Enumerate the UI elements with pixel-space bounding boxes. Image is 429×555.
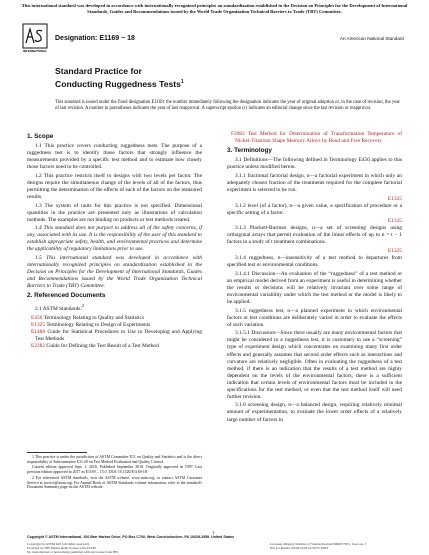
para-3-1-4: 3.1.4 ruggedness, n—insensitivity of a test method to departures from specified test or environmental conditions. bbox=[227, 255, 402, 269]
para-1-3: 1.3 The system of units for this practice is not specified. Dimensional quantities in the practice are presented only as illustrations of calculation methods. The examples are not binding on products or test methods treated. bbox=[27, 202, 202, 223]
footnote: Current edition approved Sept. 1, 2018. Published September 2018. Originally approved in 1987. Last previous edition approved in 2017 as E1169 – 17ε1. DOI: 10.1520/E1169-18. bbox=[27, 465, 202, 475]
preamble: This standard is issued under the fixed designation E1169; the number immediately following the designation indicates the year of original adoption or, in the case of revision, the year of last revision. A number in parentheses indicates the year of last reapproval. A superscript epsilon (ε) indicates an editorial change since the last revision or reapproval. bbox=[55, 100, 400, 111]
copyright: Copyright © ASTM International, 100 Barr Harbor Drive, PO Box C700, West Conshohocken, PA 19428-2959. United States bbox=[27, 535, 235, 539]
page-number: 1 bbox=[212, 530, 215, 535]
para-3-1-6: 3.1.6 screening design, n—a balanced design, requiring relatively minimal amount of experimentation, to evaluate the lower order effects of a relatively large number of factors in bbox=[227, 402, 402, 423]
footnotes bbox=[27, 455, 202, 491]
footnote: 1 This practice is under the jurisdiction of ASTM Committee E11 on Quality and Statistics and is the direct responsibility of Subcommittee E11.20 on Test Method Evaluation and Quality Control. bbox=[27, 455, 202, 464]
ref-item[interactable]: F2082 Test Method for Determination of Transformation Temperature of Nickel-Titanium Shape Memory Alloys by Bend and Free Recovery bbox=[231, 131, 402, 145]
para-1-5: 1.5 This international standard was developed in accordance with internationally recognized principles on standardization established in the Decision on Principles for the Development of International Standards, Guides and Recommendations issued by the World Trade Organization Technical Barriers to Trade (TBT) Committee. bbox=[27, 255, 202, 290]
para-3-1-5-1: 3.1.5.1 Discussion—Since there usually are many environmental factors that might be considered in a ruggedness test, it is customary to use a “screening” type of experiment design which concentrates on examining many first order effects and generally assumes that second order effects such as interactions and curvature are relatively negligible. Often in evaluating the ruggedness of a test method, if there is an indication that the results of a test method are highly dependent on the levels of the environmental factors, there is a sufficient indication that certain levels of environmental factors must be included in the specifications for the test method, or even that the test method itself will need further revision. bbox=[227, 330, 402, 400]
ref-intro: 2.1 ASTM Standards:$^2$ bbox=[35, 303, 85, 313]
footnote: 2 For referenced ASTM standards, visit the ASTM website, www.astm.org, or contact ASTM Customer Service at service@astm.org. For Annual Book of ASTM Standards volume information, refer to the standard's Document Summary page on the ASTM website. bbox=[27, 475, 202, 490]
wto-notice: This international standard was developed in accordance with internationally recognized principles on standardization established in the Decision on Principles for the Development of International Standards, Guides and Recommendations issued by the World Trade Organization Technical Barriers to Trade (TBT) Committee. bbox=[21, 3, 408, 14]
section-scope-heading: 1. Scope bbox=[27, 133, 54, 140]
ref-item[interactable]: E456 Terminology Relating to Quality and Statistics bbox=[31, 314, 145, 321]
license-right: Licensee=Display Institute of Standardisation/5966677001, User=us, J Not for Resale, 09/26/2018 12:50:55 MDT bbox=[270, 542, 367, 550]
para-3-1: 3.1 Definitions—The following defined in Terminology E456 applies to this practice unless modified herein. bbox=[227, 157, 402, 171]
para-1-2: 1.2 This practice restricts itself to designs with two levels per factor. The designs require the simultaneous change of the levels of all of the factors, thus permitting the determination of the effects of each of the factors on the measured results. bbox=[27, 172, 202, 200]
section-refs-heading: 2. Referenced Documents bbox=[27, 292, 106, 300]
page-title bbox=[55, 66, 184, 90]
e1325-link[interactable]: E1325 bbox=[387, 218, 402, 225]
right-column bbox=[227, 131, 402, 425]
license-left: Copyright by ASTM Int'l (all rights reserved); Provided by IHS Markit under license with ASTM No reproduction or networking permitted without license from IHS bbox=[27, 542, 119, 554]
para-3-1-2: 3.1.2 level (of a factor), n—a given value, a specification of procedure or a specific setting of a factor. bbox=[227, 202, 402, 216]
ref-item[interactable]: E1325 Terminology Relating to Design of Experiments bbox=[31, 321, 151, 328]
para-3-1-3: 3.1.3 Plackett-Burman designs, n—a set of screening designs using orthogonal arrays that permit evaluation of the linear effects of up to n = t − 1 factors in a study of t treatment combinations. bbox=[227, 225, 402, 246]
astm-logo-icon bbox=[22, 23, 48, 53]
footnote-divider bbox=[27, 452, 87, 453]
designation: Designation: E1169 − 18 bbox=[55, 35, 135, 42]
para-3-1-4-1: 3.1.4.1 Discussion—An evaluation of the “ruggedness” of a test method or an empirical model derived from an experiment is useful in determining whether the results or decisions will be relatively invariant over some range of environmental variability under which the test method or the model is likely to be applied. bbox=[227, 270, 402, 305]
section-terminology-heading: 3. Terminology bbox=[227, 147, 272, 155]
e1325-link[interactable]: E1325 bbox=[387, 248, 402, 255]
ref-item[interactable]: E1488 Guide for Statistical Procedures to Use in Developing and Applying Test Methods bbox=[31, 328, 202, 342]
title-line-1: Standard Practice for bbox=[55, 66, 142, 76]
title-line-2: Conducting Ruggedness Tests$^1$ bbox=[55, 78, 184, 89]
para-1-1: 1.1 This practice covers conducting ruggedness tests. The purpose of a ruggedness test is to identify those factors that strongly influence the measurements provided by a specific test method and to estimate how closely those factors need to be controlled. bbox=[27, 143, 202, 171]
para-3-1-5: 3.1.5 ruggedness test, n—a planned experiment in which environmental factors or test conditions are deliberately varied in order to evaluate the effects of such variation. bbox=[227, 307, 402, 328]
ref-item[interactable]: E2282 Guide for Defining the Test Result of a Test Method bbox=[31, 343, 159, 350]
national-standard-label: An American National Standard bbox=[339, 36, 404, 41]
para-1-4: 1.4 This standard does not purport to address all of the safety concerns, if any, associated with its use. It is the responsibility of the user of this standard to establish appropriate safety, health, and environmental practices and determine the applicability of regulatory limitations prior to use. bbox=[27, 225, 202, 253]
logo-text: INTERNATIONAL bbox=[22, 49, 48, 53]
left-column bbox=[27, 131, 202, 350]
para-3-1-1: 3.1.1 fractional factorial design, n—a factorial experiment in which only an adequately chosen fraction of the treatments required for the complete factorial experiment is selected to be run. bbox=[227, 172, 402, 193]
e1325-link[interactable]: E1325 bbox=[387, 195, 402, 202]
